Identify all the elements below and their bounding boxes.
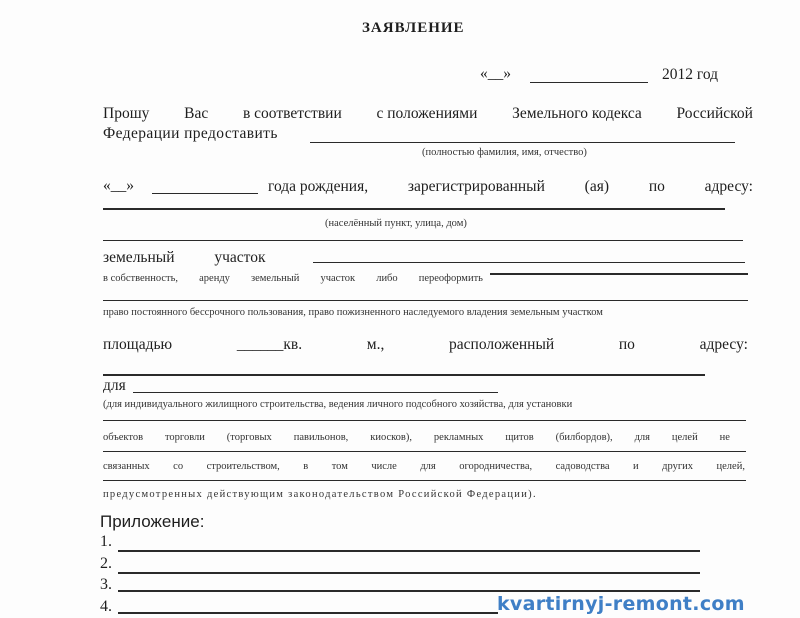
word: либо xyxy=(376,273,398,284)
word: том xyxy=(331,461,348,472)
attachment-number: 1. xyxy=(100,533,112,550)
word: и xyxy=(633,461,639,472)
date-month-line xyxy=(530,82,648,83)
word: объектов xyxy=(103,432,144,443)
word: переоформить xyxy=(418,273,483,284)
word: участок xyxy=(214,249,266,266)
attachment-number: 4. xyxy=(100,598,112,615)
document-title: ЗАЯВЛЕНИЕ xyxy=(362,20,465,36)
date-year: 2012 год xyxy=(662,66,719,83)
fullname-hint: (полностью фамилия, имя, отчество) xyxy=(422,147,587,158)
word: Российской xyxy=(676,105,753,122)
purpose-hint-2 xyxy=(103,432,730,443)
word: киосков), xyxy=(370,432,413,443)
word: аренду xyxy=(199,273,230,284)
word: адресу: xyxy=(704,178,753,195)
word: м., xyxy=(366,336,385,353)
address-line-2 xyxy=(103,240,743,241)
word: земельный xyxy=(103,249,175,266)
purpose-hint-1: (для индивидуального жилищного строительства, ведения личного подсобного хозяйства, для установки xyxy=(103,399,573,410)
word: адресу: xyxy=(699,336,748,353)
word: ______кв. xyxy=(236,336,303,353)
word: числе xyxy=(371,461,397,472)
word: зарегистрированный xyxy=(407,178,545,195)
request-line-2: Федерации предоставить xyxy=(103,125,278,142)
word: для xyxy=(420,461,436,472)
attachment-number: 2. xyxy=(100,555,112,572)
attachment-number: 3. xyxy=(100,576,112,593)
word: садоводства xyxy=(555,461,610,472)
area-line xyxy=(103,336,748,354)
purpose-line xyxy=(133,392,498,393)
watermark: kvartirnyj-remont.com xyxy=(497,593,745,615)
date-day-field: «__» xyxy=(480,65,511,82)
word: участок xyxy=(320,273,356,284)
plot-line xyxy=(313,262,745,263)
word: других xyxy=(662,461,694,472)
purpose-line-2 xyxy=(103,420,746,421)
word: по xyxy=(648,178,665,195)
word: земельный xyxy=(250,273,300,284)
address-hint: (населённый пункт, улица, дом) xyxy=(325,218,467,229)
word: щитов xyxy=(505,432,534,443)
request-line-1 xyxy=(103,105,753,123)
word: расположенный xyxy=(449,336,555,353)
purpose-line-3 xyxy=(103,451,746,452)
word: с положениями xyxy=(376,105,478,122)
word: (билбордов), xyxy=(555,432,613,443)
word: павильонов, xyxy=(293,432,349,443)
attachment-line-1 xyxy=(118,550,700,552)
attachment-line-3 xyxy=(118,590,700,592)
word: целей xyxy=(671,432,698,443)
ownership-line xyxy=(490,273,748,275)
word: Прошу xyxy=(103,105,150,122)
word: в собственность, xyxy=(103,273,179,284)
attachments-heading: Приложение: xyxy=(100,512,205,531)
ownership-line-2 xyxy=(103,300,748,301)
birth-day-field: «__» xyxy=(103,177,134,194)
word: Земельного кодекса xyxy=(512,105,642,122)
plot-hint-1 xyxy=(103,273,483,284)
plot-hint-2: право постоянного бессрочного пользования, право пожизненного наследуемого владения земельным участком xyxy=(103,307,603,318)
word: по xyxy=(618,336,635,353)
word: площадью xyxy=(103,336,173,353)
attachment-line-2 xyxy=(118,572,700,574)
word: огородничества, xyxy=(459,461,533,472)
word: не xyxy=(719,432,730,443)
word: рекламных xyxy=(433,432,484,443)
purpose-hint-3 xyxy=(103,461,745,472)
word: Вас xyxy=(184,105,209,122)
address-line xyxy=(103,208,725,210)
word: в xyxy=(303,461,309,472)
word: строительством, xyxy=(206,461,280,472)
word: целей, xyxy=(716,461,745,472)
word: торговли xyxy=(164,432,205,443)
word: со xyxy=(173,461,184,472)
birth-month-line xyxy=(152,193,258,194)
word: для xyxy=(634,432,650,443)
fullname-line xyxy=(310,142,735,143)
word: (торговых xyxy=(226,432,272,443)
word: связанных xyxy=(103,461,150,472)
word: (ая) xyxy=(584,178,610,195)
plot-label xyxy=(103,249,266,267)
purpose-line-4 xyxy=(103,480,746,481)
attachment-line-4 xyxy=(118,612,498,614)
word: в соответствии xyxy=(242,105,342,122)
birth-address-text xyxy=(268,178,753,196)
location-line xyxy=(103,374,705,376)
word: года рождения, xyxy=(268,178,369,195)
purpose-hint-4: предусмотренных действующим законодательством Российской Федерации). xyxy=(103,489,537,500)
purpose-label: для xyxy=(103,377,126,394)
